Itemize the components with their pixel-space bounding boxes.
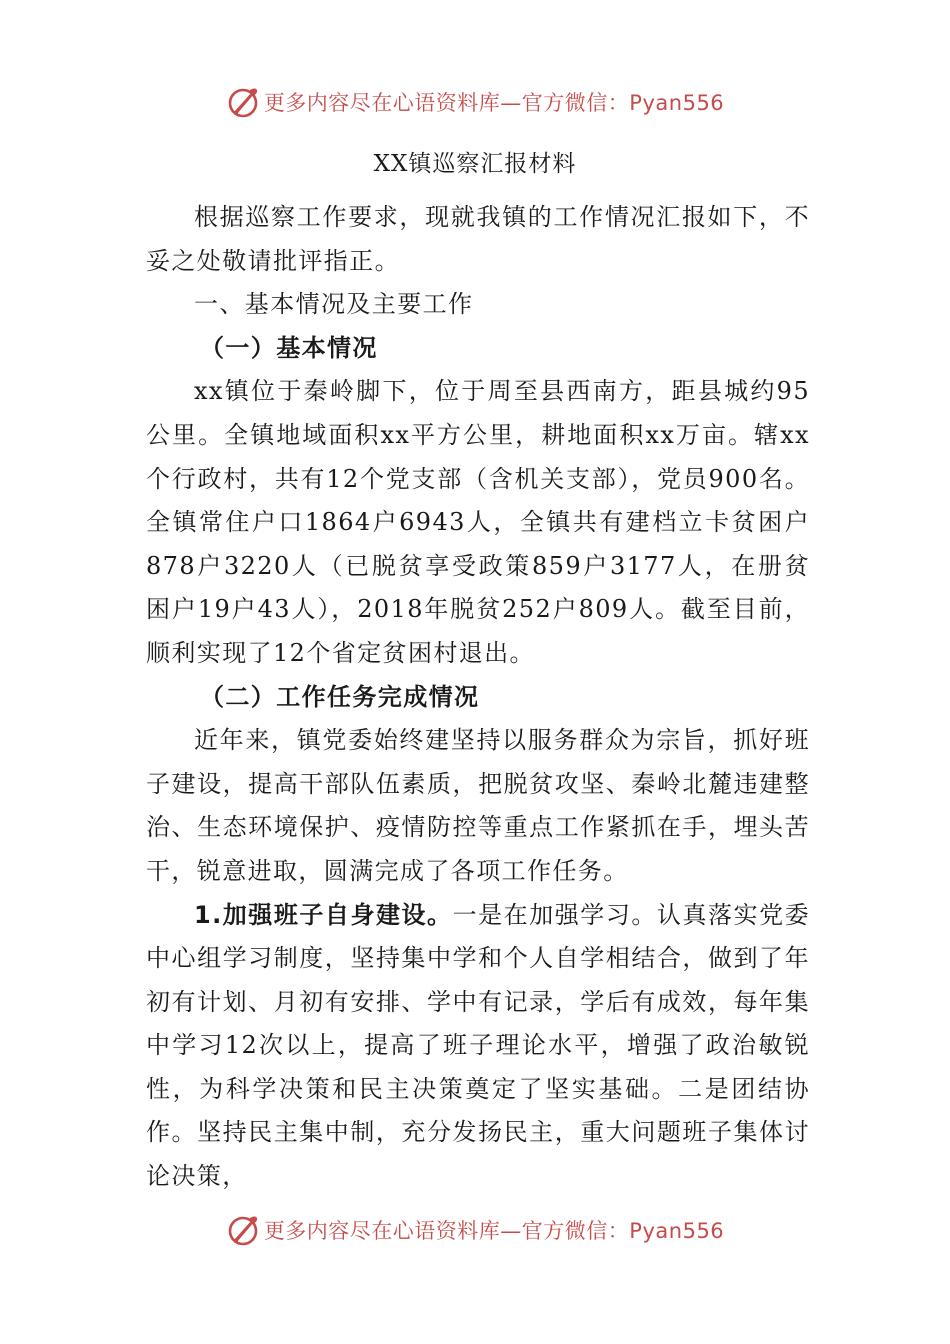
quill-pen-circle-icon [226,1213,260,1247]
subsection-heading: （二）工作任务完成情况 [200,682,480,711]
item-body: 一是在加强学习。认真落实党委中心组学习制度，坚持集中学和个人自学相结合，做到了年初有计划、月初有安排、学中有记录，学后有成效，每年集中学习12次以上，提高了班子理论水平，增强了政治敏锐性，为科学决策和民主决策奠定了坚实基础。二是团结协作。坚持民主集中制，充分发扬民主，重大问题班子集体讨论决策， [146,900,811,1191]
document-body [146,196,810,1199]
item-lead: 1.加强班子自身建设。 [194,900,453,929]
subsection-heading: （一）基本情况 [200,333,378,362]
section-heading: 一、基本情况及主要工作 [194,290,474,319]
watermark-header [0,82,950,122]
team-building-paragraph [146,894,810,1199]
watermark-footer [0,1210,950,1250]
watermark-text: 更多内容尽在心语资料库—官方微信：Pyan556 [263,1219,725,1243]
document-title: XX镇巡察汇报材料 [373,151,577,177]
quill-pen-circle-icon [226,85,260,119]
watermark-text: 更多内容尽在心语资料库—官方微信：Pyan556 [263,91,725,115]
basic-situation-paragraph: xx镇位于秦岭脚下，位于周至县西南方，距县城约95公里。全镇地域面积xx平方公里，耕地面积xx万亩。辖xx个行政村，共有12个党支部（含机关支部），党员900名。全镇常住户口1864户6943人，全镇共有建档立卡贫困户878户3220人（已脱贫享受政策859户3177人，在册贫困户19户43人），2018年脱贫252户809人。截至目前，顺利实现了12个省定贫困村退出。 [146,377,810,667]
intro-paragraph: 根据巡察工作要求，现就我镇的工作情况汇报如下，不妥之处敬请批评指正。 [146,203,810,275]
work-completion-paragraph: 近年来，镇党委始终建坚持以服务群众为宗旨，抓好班子建设，提高干部队伍素质，把脱贫攻坚、秦岭北麓违建整治、生态环境保护、疫情防控等重点工作紧抓在手，埋头苦干，锐意进取，圆满完成了各项工作任务。 [146,726,810,885]
